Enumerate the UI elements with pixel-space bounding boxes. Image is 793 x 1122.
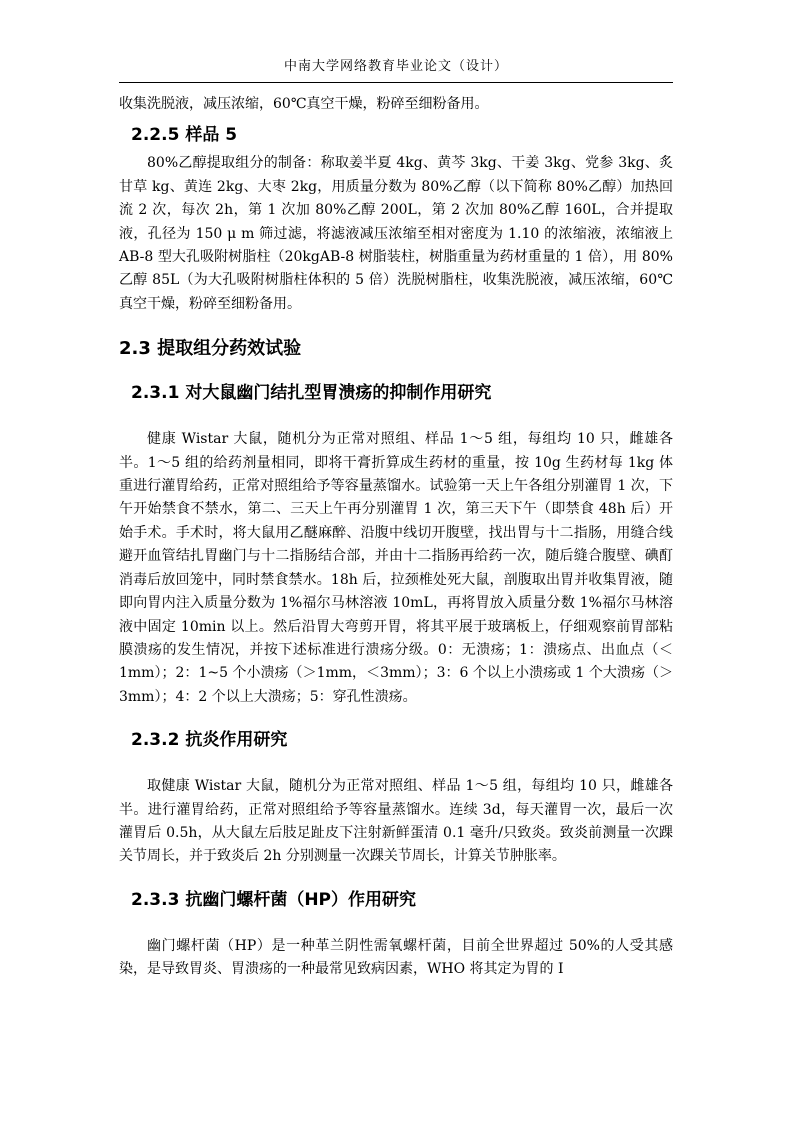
paragraph-hp-study: 幽门螺杆菌（HP）是一种革兰阴性需氧螺杆菌，目前全世界超过 50%的人受其感染，是导致胃炎、胃溃疡的一种最常见致病因素，WHO 将其定为胃的 I	[119, 937, 673, 978]
section-heading-2-3-1: 2.3.1 对大鼠幽门结扎型胃溃疡的抑制作用研究	[131, 383, 492, 404]
running-header: 中南大学网络教育毕业论文（设计）	[283, 59, 508, 74]
header-rule	[119, 82, 673, 83]
paragraph-sample-5: 80%乙醇提取组分的制备：称取姜半夏 4kg、黄芩 3kg、干姜 3kg、党参 3kg、炙甘草 kg、黄连 2kg、大枣 2kg，用质量分数为 80%乙醇（以下简称 80%乙醇）加热回流 2 次，每次 2h，第 1 次加 80%乙醇 200L，第 2 次加 80%乙醇 160L，合并提取液，孔径为 150 μ m 筛过滤，将滤液减压浓缩至相对密度为 1.10 的浓缩液，浓缩液上 AB-8 型大孔吸附树脂柱（20kgAB-8 树脂装柱，树脂重量为药材重量的 1 倍），用 80%乙醇 85L（为大孔吸附树脂柱体积的 5 倍）洗脱树脂柱，收集洗脱液，减压浓缩，60℃真空干燥，粉碎至细粉备用。	[119, 155, 673, 312]
section-heading-2-3-3: 2.3.3 抗幽门螺杆菌（HP）作用研究	[131, 889, 417, 910]
section-heading-2-3: 2.3 提取组分药效试验	[119, 338, 302, 360]
section-heading-2-3-2: 2.3.2 抗炎作用研究	[131, 730, 288, 751]
paragraph-ulcer-study: 健康 Wistar 大鼠，随机分为正常对照组、样品 1～5 组，每组均 10 只，雌雄各半。1～5 组的给药剂量相同，即将干膏折算成生药材的重量，按 10g 生药材每 1kg 体重进行灌胃给药，正常对照组给予等容量蒸馏水。试验第一天上午各组分别灌胃 1 次，下午开始禁食不禁水，第二、三天上午再分别灌胃 1 次，第三天下午（即禁食 48h 后）开始手术。手术时，将大鼠用乙醚麻醉、沿腹中线切开腹壁，找出胃与十二指肠，用缝合线避开血管结扎胃幽门与十二指肠结合部，并由十二指肠再给药一次，随后缝合腹壁、碘酊消毒后放回笼中，同时禁食禁水。18h 后，拉颈椎处死大鼠，剖腹取出胃并收集胃液，随即向胃内注入质量分数为 1%福尔马林溶液 10mL，再将胃放入质量分数 1%福尔马林溶液中固定 10min 以上。然后沿胃大弯剪开胃，将其平展于玻璃板上，仔细观察前胃部粘膜溃疡的发生情况，并按下述标准进行溃疡分级。0：无溃疡；1：溃疡点、出血点（＜1mm）；2：1~5 个小溃疡（＞1mm，＜3mm）；3：6 个以上小溃疡或 1 个大溃疡（＞3mm）；4：2 个以上大溃疡；5：穿孔性溃疡。	[119, 431, 673, 705]
continued-paragraph: 收集洗脱液，减压浓缩，60℃真空干燥，粉碎至细粉备用。	[119, 96, 489, 112]
paper-body	[119, 93, 673, 982]
paragraph-anti-inflammatory: 取健康 Wistar 大鼠，随机分为正常对照组、样品 1～5 组，每组均 10 只，雌雄各半。进行灌胃给药，正常对照组给予等容量蒸馏水。连续 3d，每天灌胃一次，最后一次灌胃后 0.5h，从大鼠左后肢足趾皮下注射新鲜蛋清 0.1 毫升/只致炎。致炎前测量一次踝关节周长，并于致炎后 2h 分别测量一次踝关节周长，计算关节肿胀率。	[119, 778, 673, 865]
section-heading-2-2-5: 2.2.5 样品 5	[131, 125, 238, 146]
